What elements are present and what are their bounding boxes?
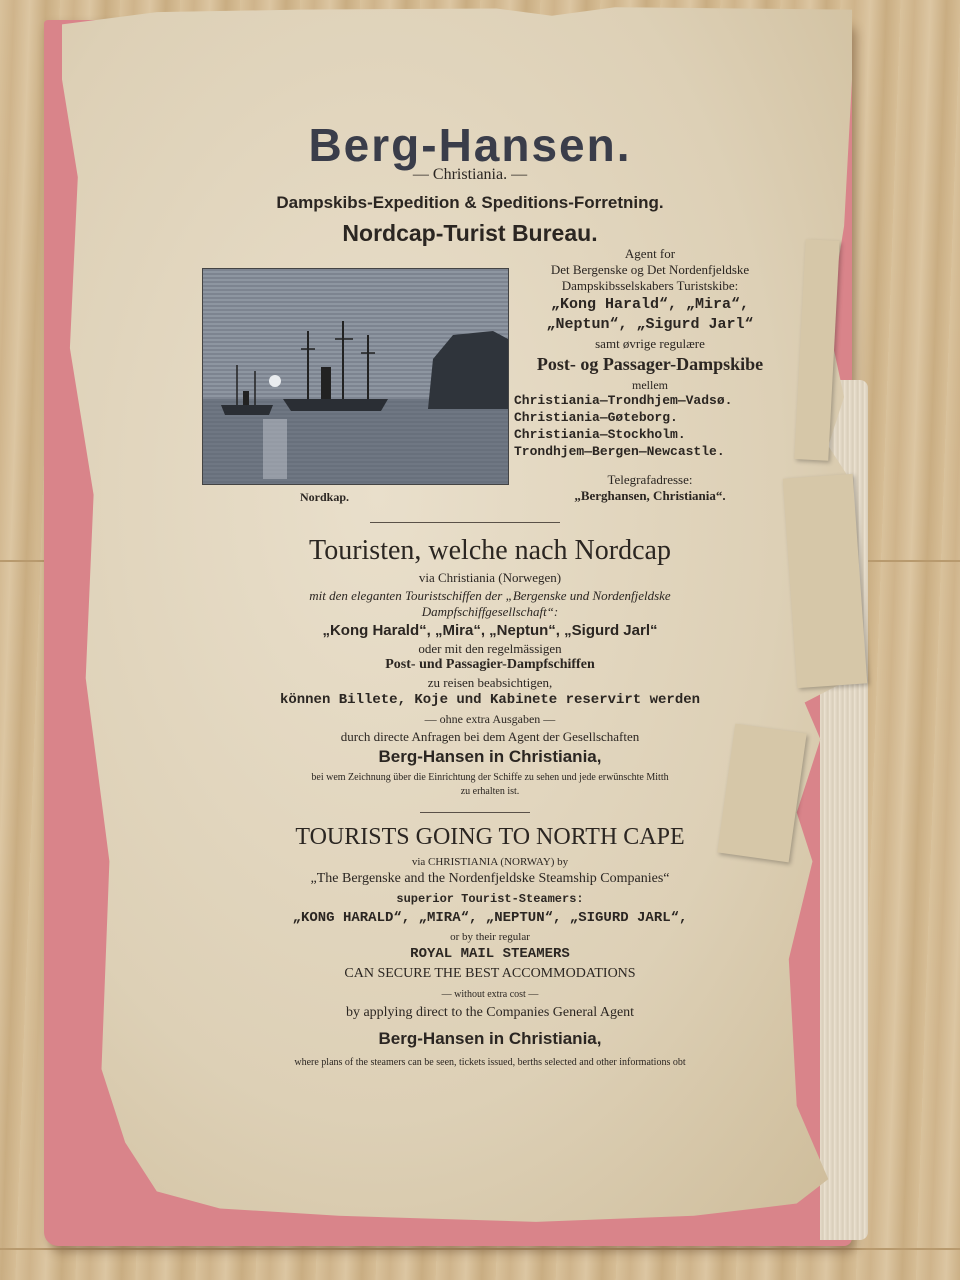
divider xyxy=(420,812,530,813)
telegraph-address: „Berghansen, Christiania“. xyxy=(574,488,726,503)
agent-line: Det Bergenske og Det Nordenfjeldske xyxy=(550,262,750,277)
image-caption: Nordkap. xyxy=(300,490,350,504)
ship-names-line: „Neptun“, „Sigurd Jarl“ xyxy=(546,316,754,333)
business-line: Dampskibs-Expedition & Speditions-Forretning. xyxy=(276,193,664,212)
german-line: bei wem Zeichnung über die Einrichtung der Schiffe zu sehen und jede erwünschte Mitth xyxy=(311,772,669,783)
german-line: Post- und Passagier-Dampfschiffen xyxy=(385,657,595,672)
english-line: „The Bergenske and the Nordenfjeldske Steamship Companies“ xyxy=(310,871,670,886)
service-heading: Post- og Passager-Dampskibe xyxy=(536,354,764,374)
english-ships-line: „KONG HARALD“, „MIRA“, „NEPTUN“, „SIGURD JARL“, xyxy=(292,910,688,926)
german-heading: Touristen, welche nach Nordcap xyxy=(309,535,671,566)
route-line: Christiania—Stockholm. xyxy=(514,427,686,442)
telegraph-label: Telegrafadresse: xyxy=(607,472,693,487)
german-line: — ohne extra Ausgaben — xyxy=(424,712,556,726)
english-line: ROYAL MAIL STEAMERS xyxy=(410,946,570,962)
german-ships-line: „Kong Harald“, „Mira“, „Neptun“, „Sigurd Jarl“ xyxy=(322,622,658,639)
german-reservation-line: können Billete, Koje und Kabinete reservirt werden xyxy=(279,692,701,708)
german-line: mit den eleganten Touristschiffen der „Bergenske und Nordenfjeldske xyxy=(309,588,671,603)
english-line: — without extra cost — xyxy=(441,989,539,1000)
agent-line: samt øvrige regulære xyxy=(595,336,705,351)
english-line: superior Tourist-Steamers: xyxy=(396,892,584,906)
english-line: by applying direct to the Companies General Agent xyxy=(345,1005,635,1020)
english-line: where plans of the steamers can be seen, tickets issued, berths selected and other informations obt xyxy=(294,1057,686,1068)
german-line: oder mit den regelmässigen xyxy=(418,641,562,656)
german-line: zu erhalten ist. xyxy=(460,786,520,797)
english-line: or by their regular xyxy=(450,931,530,943)
ship-engraving-illustration xyxy=(203,269,508,484)
english-heading: TOURISTS GOING TO NORTH CAPE xyxy=(295,824,685,850)
divider xyxy=(370,522,560,523)
route-line: Christiania—Trondhjem—Vadsø. xyxy=(514,393,733,408)
german-line: Dampfschiffgesellschaft“: xyxy=(421,604,559,619)
page-title: Berg-Hansen. xyxy=(308,119,632,171)
bureau-line: Nordcap-Turist Bureau. xyxy=(342,220,598,246)
ship-names-line: „Kong Harald“, „Mira“, xyxy=(550,296,750,313)
german-line: durch directe Anfragen bei dem Agent der Gesellschaften xyxy=(340,729,640,744)
agent-line: mellem xyxy=(632,378,668,392)
agent-line: Agent for xyxy=(624,246,676,261)
route-line: Christiania—Gøteborg. xyxy=(514,410,678,425)
english-agent-name: Berg-Hansen in Christiania, xyxy=(378,1029,602,1048)
nordkap-engraving xyxy=(202,268,509,485)
german-line: via Christiania (Norwegen) xyxy=(418,570,562,585)
agent-line: Dampskibsselskabers Turistskibe: xyxy=(561,278,739,293)
german-agent-name: Berg-Hansen in Christiania, xyxy=(378,747,602,766)
german-line: zu reisen beabsichtigen, xyxy=(427,675,553,690)
english-line: via CHRISTIANIA (NORWAY) by xyxy=(411,856,569,868)
city-line: — Christiania. — xyxy=(412,166,528,183)
route-line: Trondhjem—Bergen—Newcastle. xyxy=(514,444,725,459)
english-line: CAN SECURE THE BEST ACCOMMODATIONS xyxy=(344,966,636,981)
